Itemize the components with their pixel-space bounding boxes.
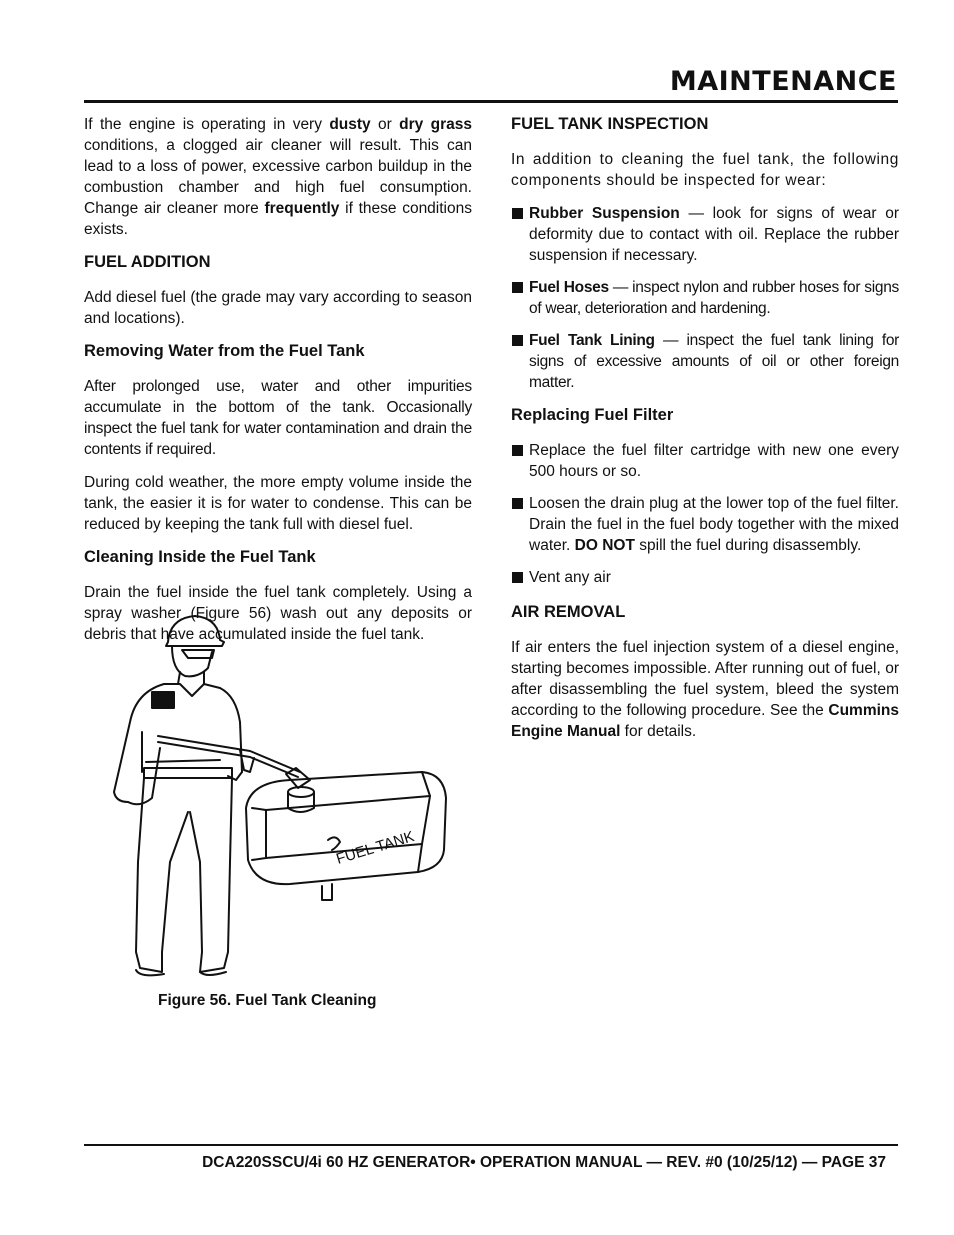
fuel-addition-heading: FUEL ADDITION <box>84 253 211 271</box>
removing-water-heading: Removing Water from the Fuel Tank <box>84 342 365 360</box>
bullet-square-icon <box>512 208 523 219</box>
removing-water-p2: During cold weather, the more empty volume inside the tank, the easier it is for water to condense. This can be reduced by keeping the tank full with diesel fuel. <box>84 474 472 533</box>
list-item: Fuel Hoses — inspect nylon and rubber hoses for signs of wear, deterioration and hardening. <box>511 277 899 319</box>
bullet-square-icon <box>512 335 523 346</box>
inspection-heading: FUEL TANK INSPECTION <box>511 115 709 133</box>
removing-water-p1: After prolonged use, water and other impurities accumulate in the bottom of the tank. Occasionally inspect the fuel tank for water contamination and drain the contents if required. <box>84 378 472 458</box>
mq-power-logo <box>152 692 174 708</box>
bullet-square-icon <box>512 282 523 293</box>
bullet-square-icon <box>512 498 523 509</box>
figure-caption: Figure 56. Fuel Tank Cleaning <box>158 992 377 1009</box>
cleaning-heading: Cleaning Inside the Fuel Tank <box>84 548 316 566</box>
intro-paragraph: If the engine is operating in very dusty or dry grass conditions, a clogged air cleaner will result. This can lead to a loss of power, excessive carbon buildup in the combustion chamber and high fuel consumption. Change air cleaner more frequently if these conditions exists. <box>84 116 472 238</box>
list-item: Rubber Suspension — look for signs of wear or deformity due to contact with oil. Replace the rubber suspension if necessary. <box>511 203 899 266</box>
list-item: Replace the fuel filter cartridge with new one every 500 hours or so. <box>511 440 899 482</box>
hard-hat-icon <box>166 616 224 646</box>
cleaning-text: Drain the fuel inside the fuel tank completely. Using a spray washer (Figure 56) wash out any deposits or debris that have accumulated inside the fuel tank. <box>84 584 472 643</box>
list-item: Fuel Tank Lining — inspect the fuel tank lining for signs of excessive amounts of oil or other foreign matter. <box>511 330 899 393</box>
inspection-intro: In addition to cleaning the fuel tank, the following components should be inspected for wear: <box>511 151 899 189</box>
page-section-title: MAINTENANCE <box>669 66 897 97</box>
fuel-tank-label: FUEL TANK <box>334 828 417 868</box>
footer-rule <box>84 1144 898 1146</box>
list-item: Loosen the drain plug at the lower top of the fuel filter. Drain the fuel in the fuel body together with the mixed water. DO NOT spill the fuel during disassembly. <box>511 493 899 556</box>
fuel-addition-text: Add diesel fuel (the grade may vary according to season and locations). <box>84 289 472 327</box>
page-footer: DCA220SSCU/4i 60 HZ GENERATOR• OPERATION MANUAL — REV. #0 (10/25/12) — PAGE 37 <box>202 1154 886 1171</box>
fuel-tank-icon <box>246 772 446 884</box>
fuel-tank-cleaning-illustration <box>100 612 460 987</box>
right-column <box>511 114 899 754</box>
filter-heading: Replacing Fuel Filter <box>511 406 674 424</box>
air-removal-text: If air enters the fuel injection system of a diesel engine, starting becomes impossible. After running out of fuel, or after disassembling the fuel system, bleed the system according to the following procedure. See the Cummins Engine Manual for details. <box>511 639 899 740</box>
safety-glasses-icon <box>182 650 214 658</box>
air-removal-heading: AIR REMOVAL <box>511 603 626 621</box>
bullet-square-icon <box>512 445 523 456</box>
left-column <box>84 114 472 657</box>
list-item: Vent any air <box>511 567 899 588</box>
header-rule <box>84 100 898 103</box>
bullet-square-icon <box>512 572 523 583</box>
